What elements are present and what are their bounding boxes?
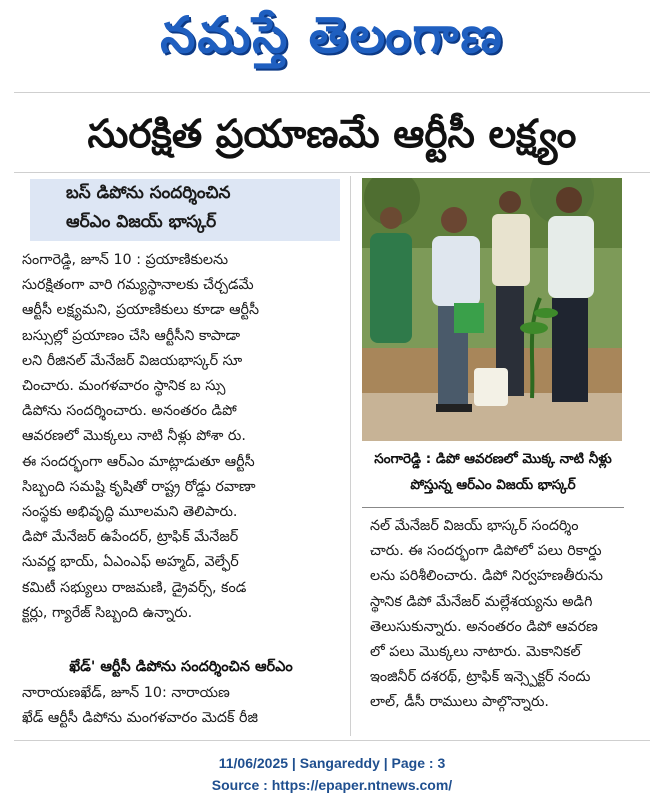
body-line: ఇంజినీర్ దశరథ్, ట్రాఫిక్ ఇన్స్పెక్టర్ నందు <box>370 669 591 686</box>
caption-line: పోస్తున్న ఆర్ఎం విజయ్ భాస్కర్ <box>410 477 576 493</box>
body-line: నల్ మేనేజర్ విజయ్ భాస్కర్ సందర్శిం <box>370 518 579 534</box>
subheading-box <box>30 179 340 241</box>
footer-edition-info: 11/06/2025 | Sangareddy | Page : 3 <box>218 755 446 771</box>
divider <box>14 92 650 93</box>
article-headline: సురక్షిత ప్రయాణమే ఆర్టీసీ లక్ష్యం <box>87 112 577 157</box>
body-line: లను పరిశీలించారు. డిపో నిర్వహణతీరును <box>370 568 603 585</box>
photo-caption <box>362 446 624 498</box>
body-line: ఈ సందర్భంగా ఆర్ఎం మాట్లాడుతూ ఆర్టీసీ <box>22 453 255 470</box>
body-line: లని రీజినల్ మేనేజర్ విజయభాస్కర్ సూ <box>22 352 243 369</box>
news-photo <box>362 178 622 441</box>
column-divider <box>350 176 351 736</box>
caption-line: సంగారెడ్డి : డిపో ఆవరణలో మొక్క నాటి నీళ్లు <box>374 451 612 467</box>
body-line: స్థానిక డిపో మేనేజర్ మల్లేశయ్యను అడిగి <box>370 593 593 610</box>
article-column-left-2 <box>22 681 342 731</box>
article-column-right <box>370 514 646 716</box>
body-line: డిపో మేనేజర్ ఉపేందర్, ట్రాఫిక్ మేనేజర్ <box>22 529 239 546</box>
photo-illustration <box>362 178 622 441</box>
masthead <box>0 0 664 78</box>
divider <box>14 172 650 173</box>
body-line: డిపోను సందర్శించారు. అనంతరం డిపో <box>22 403 237 420</box>
subheading-line: బస్ డిపోను సందర్శించిన <box>66 183 231 203</box>
body-line: లో పలు మొక్కలు నాటారు. మెకానికల్ <box>370 644 581 661</box>
page-footer <box>0 752 664 796</box>
body-line: ఖేడ్ ఆర్టీసీ డిపోను మంగళవారం మెదక్ రీజి <box>22 710 258 727</box>
body-line: సంగారెడ్డి, జూన్ 10 : ప్రయాణికులను <box>22 252 229 268</box>
subheading-line: ఆర్ఎం విజయ్ భాస్కర్ <box>66 212 217 232</box>
body-line: ఆవరణలో మొక్కలు నాటి నీళ్లు పోశా రు. <box>22 428 246 445</box>
divider <box>14 740 650 741</box>
masthead-title: నమస్తే తెలంగాణ <box>160 6 504 64</box>
body-line: బస్సుల్లో ప్రయాణం చేసి ఆర్టీసీని కాపాడా <box>22 327 241 344</box>
body-line: తెలుసుకున్నారు. అనంతరం డిపో ఆవరణ <box>370 618 598 635</box>
second-article-heading: ఖేడ్' ఆర్టీసీ డిపోను సందర్శించిన ఆర్ఎం <box>69 659 293 675</box>
body-line: సంస్థకు అభివృద్ధి మూలమని తెలిపారు. <box>22 504 238 521</box>
body-line: లాల్, డీసీ రాములు పాల్గొన్నారు. <box>370 694 549 711</box>
divider <box>362 507 624 508</box>
body-line: సురక్షితంగా వారి గమ్యస్థానాలకు చేర్చడమే <box>22 277 254 294</box>
article-column-left <box>22 248 342 626</box>
body-line: సిబ్బంది సమష్టి కృషితో రాష్ట్ర రోడ్డు రవాణా <box>22 478 256 495</box>
body-line: క్టర్లు, గ్యారేజ్ సిబ్బంది ఉన్నారు. <box>22 604 193 621</box>
body-line: సువర్ణ భాయ్, ఏఎంఎఫ్ అహ్మద్, వెల్ఫేర్ <box>22 554 239 571</box>
body-line: ఆర్టీసీ లక్ష్యమని, ప్రయాణికులు కూడా ఆర్టీసీ <box>22 302 260 319</box>
body-line: చించారు. మంగళవారం స్థానిక బ స్సు <box>22 378 226 395</box>
body-line: కమిటీ సభ్యులు రాజమణి, డ్రైవర్స్, కండ <box>22 579 247 596</box>
body-line: నారాయణఖేడ్, జూన్ 10: నారాయణ <box>22 685 230 701</box>
body-line: చారు. ఈ సందర్భంగా డిపోలో పలు రికార్డు <box>370 543 602 560</box>
footer-source: Source : https://epaper.ntnews.com/ <box>211 777 453 793</box>
